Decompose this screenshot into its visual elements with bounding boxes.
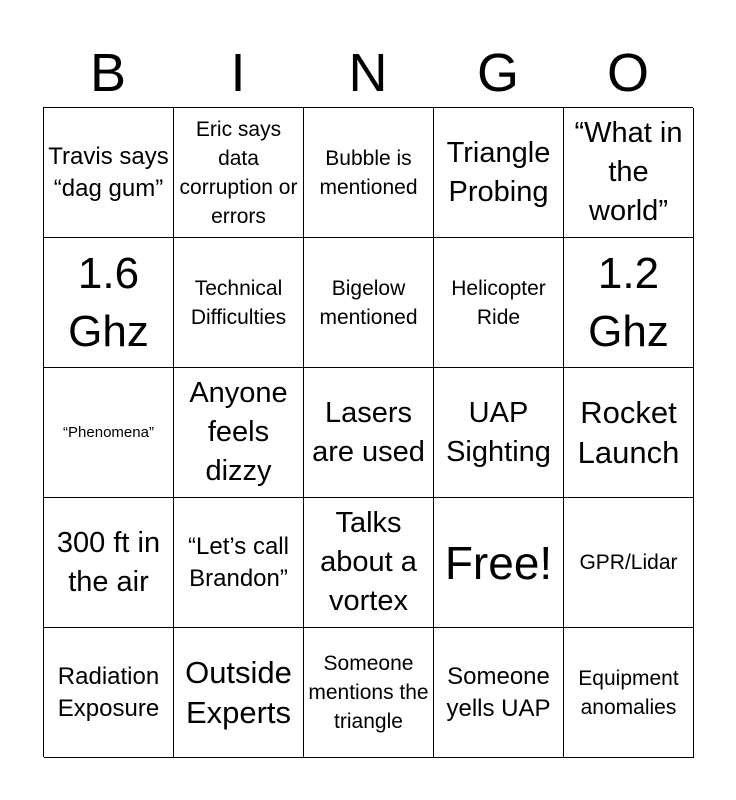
cell-text: Talks about a vortex [320,507,417,617]
bingo-cell[interactable] [304,498,434,628]
cell-text: Bigelow mentioned [319,276,418,329]
free-space-cell[interactable] [434,498,564,628]
bingo-cell[interactable] [44,108,174,238]
bingo-cell[interactable] [564,498,694,628]
bingo-cell[interactable] [304,628,434,758]
cell-text: Radiation Exposure [57,662,160,722]
cell-text: Anyone feels dizzy [189,377,288,487]
cell-text: Equipment anomalies [578,666,679,719]
header-letter-b: B [89,43,127,103]
cell-text: “Let’s call Brandon” [188,532,289,592]
cell-text: Someone mentions the triangle [308,652,429,733]
free-space-text: Free! [444,536,553,589]
header-letter-o: O [606,43,649,103]
cell-text: Lasers are used [312,396,425,468]
bingo-cell[interactable] [174,368,304,498]
bingo-cell[interactable] [564,108,694,238]
cell-text: “Phenomena” [63,423,154,441]
cell-text: Rocket Launch [577,394,680,470]
bingo-cell[interactable] [564,238,694,368]
cell-text: Technical Difficulties [190,276,287,329]
bingo-board [43,107,693,757]
bingo-cell[interactable] [44,368,174,498]
cell-text: UAP Sighting [446,396,551,468]
bingo-cell[interactable] [44,628,174,758]
bingo-cell[interactable] [304,108,434,238]
bingo-cell[interactable] [434,368,564,498]
cell-text: 300 ft in the air [56,526,161,598]
bingo-cell[interactable] [304,368,434,498]
header-letter-g: G [476,43,519,103]
cell-text: Eric says data corruption or errors [179,117,298,228]
bingo-cell[interactable] [304,238,434,368]
cell-text: GPR/Lidar [579,551,678,574]
cell-text: Travis says “dag gum” [48,142,169,202]
header-letter-n: N [348,43,388,103]
cell-text: Triangle Probing [446,136,551,208]
bingo-cell[interactable] [44,498,174,628]
cell-text: Someone yells UAP [446,662,551,722]
bingo-cell[interactable] [434,238,564,368]
cell-text: “What in the world” [574,117,683,227]
bingo-cell[interactable] [564,368,694,498]
bingo-cell[interactable] [174,498,304,628]
bingo-cell[interactable] [174,628,304,758]
bingo-cell[interactable] [564,628,694,758]
cell-text: 1.2 Ghz [588,248,669,356]
cell-text: 1.6 Ghz [68,248,149,356]
header-letter-i: I [230,43,246,103]
bingo-header [43,40,693,106]
cell-text: Bubble is mentioned [319,146,418,199]
bingo-cell[interactable] [174,238,304,368]
bingo-cell[interactable] [434,628,564,758]
bingo-cell[interactable] [434,108,564,238]
bingo-cell[interactable] [174,108,304,238]
cell-text: Helicopter Ride [451,276,546,329]
cell-text: Outside Experts [185,654,292,730]
bingo-cell[interactable] [44,238,174,368]
